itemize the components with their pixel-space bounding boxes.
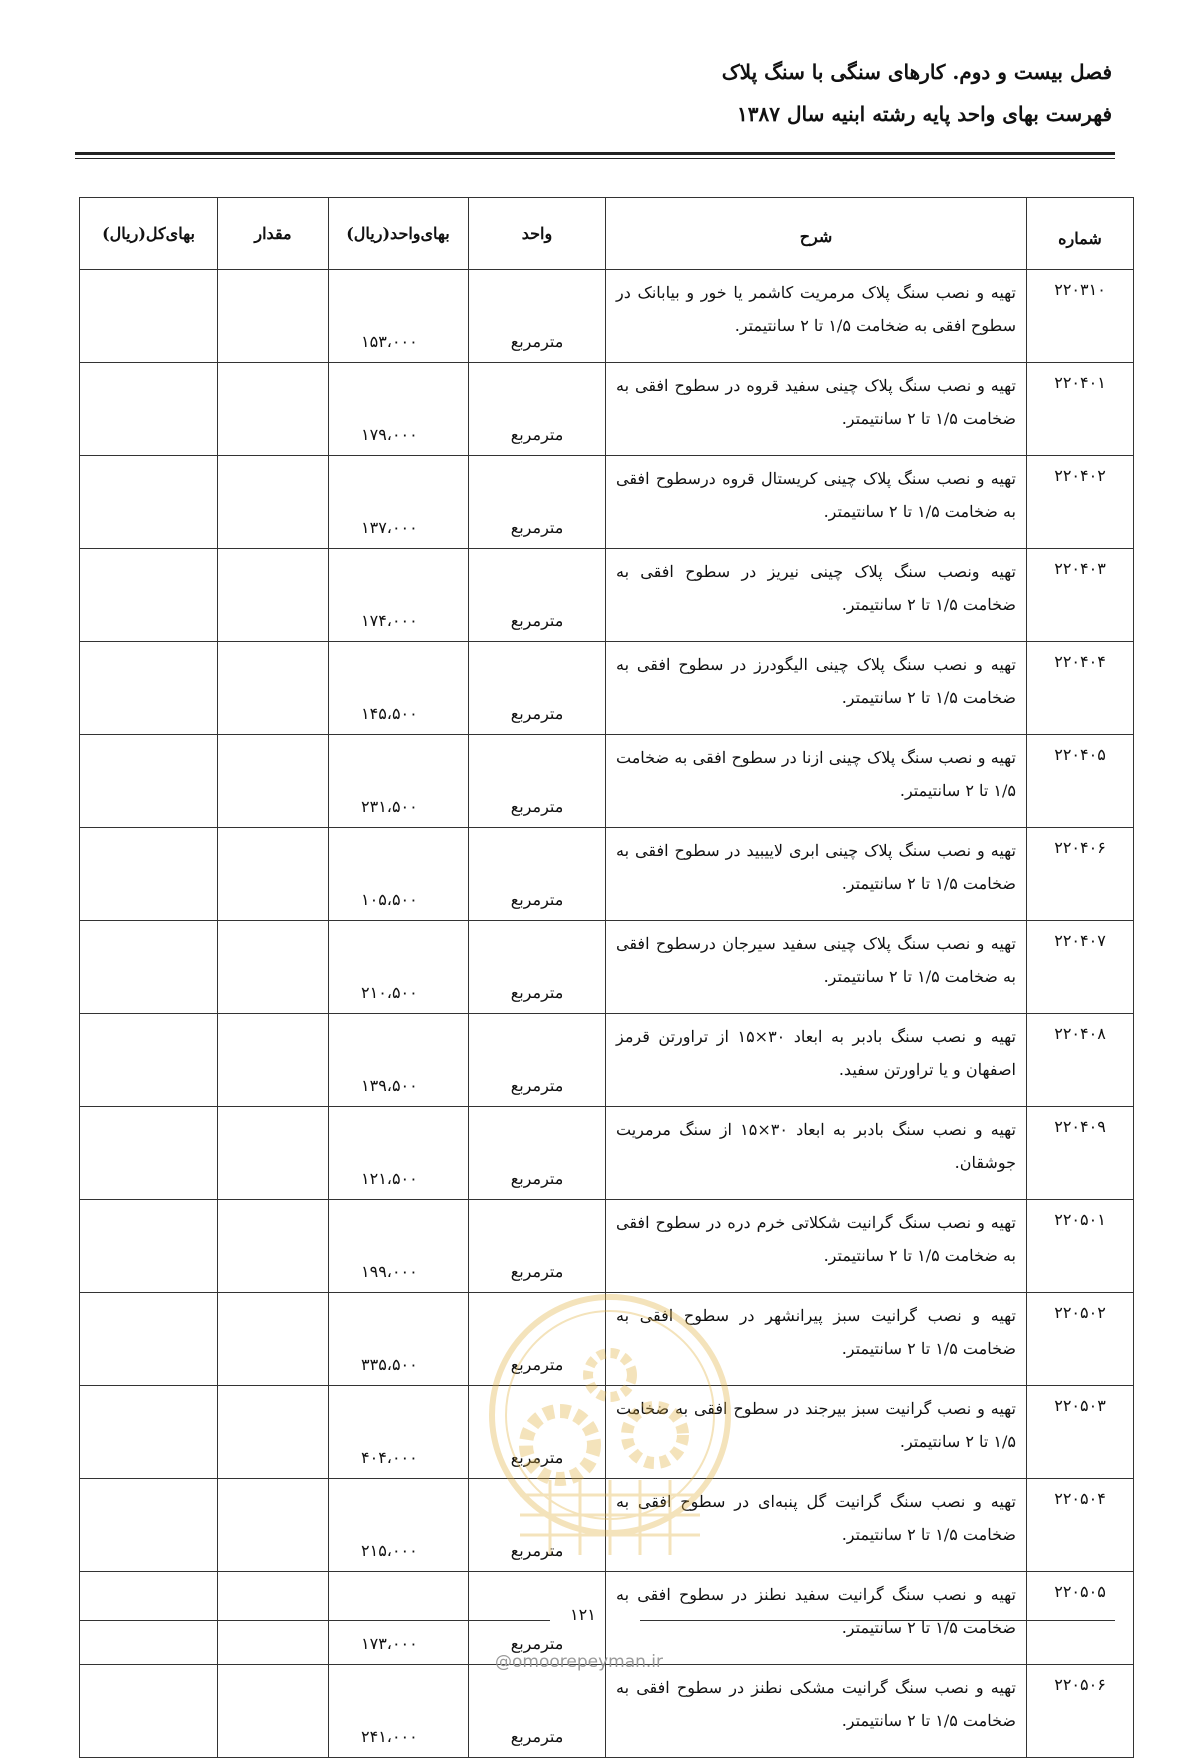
item-unit-price: ۲۳۱،۵۰۰ (361, 797, 418, 816)
item-price-cell (329, 921, 469, 1014)
item-code: ۲۲۰۴۰۵ (1027, 735, 1134, 828)
item-quantity (218, 270, 329, 363)
item-code: ۲۲۰۳۱۰ (1027, 270, 1134, 363)
item-code: ۲۲۰۵۰۴ (1027, 1479, 1134, 1572)
item-code: ۲۲۰۵۰۱ (1027, 1200, 1134, 1293)
item-unit: مترمربع (510, 1541, 564, 1560)
item-price-cell (329, 270, 469, 363)
header-code: شماره (1027, 198, 1134, 270)
watermark-seal (480, 1265, 740, 1605)
table-row (80, 456, 1134, 549)
item-description: تهیه و نصب سنگ پلاک چینی الیگودرز در سطوح افقی به ضخامت ۱/۵ تا ۲ سانتیمتر. (606, 642, 1027, 735)
item-total-price (80, 921, 218, 1014)
item-price-cell (329, 456, 469, 549)
item-unit: مترمربع (510, 1355, 564, 1374)
table-row (80, 549, 1134, 642)
item-unit-price: ۱۰۵،۵۰۰ (361, 890, 418, 909)
item-unit: مترمربع (510, 1727, 564, 1746)
item-unit-price: ۲۱۵،۰۰۰ (361, 1541, 418, 1560)
item-code: ۲۲۰۴۰۸ (1027, 1014, 1134, 1107)
item-total-price (80, 456, 218, 549)
header-rule-thin (75, 158, 1115, 159)
item-unit: مترمربع (510, 1448, 564, 1467)
item-unit-cell (469, 456, 606, 549)
item-code: ۲۲۰۴۰۶ (1027, 828, 1134, 921)
item-unit: مترمربع (510, 1169, 564, 1188)
item-unit: مترمربع (510, 1262, 564, 1281)
item-unit-price: ۴۰۴،۰۰۰ (361, 1448, 418, 1467)
item-description: تهیه و نصب سنگ پلاک مرمریت کاشمر یا خور و بیابانک در سطوح افقی به ضخامت ۱/۵ تا ۲ سانتیمتر. (606, 270, 1027, 363)
item-quantity (218, 1665, 329, 1758)
table-row (80, 1107, 1134, 1200)
item-unit: مترمربع (510, 704, 564, 723)
item-total-price (80, 1665, 218, 1758)
item-description: تهیه و نصب سنگ گرانیت سفید نطنز در سطوح افقی به ضخامت ۱/۵ تا ۲ سانتیمتر. (606, 1572, 1027, 1665)
gear-seal-icon (480, 1265, 740, 1605)
item-description: تهیه ونصب سنگ پلاک چینی نیریز در سطوح افقی به ضخامت ۱/۵ تا ۲ سانتیمتر. (606, 549, 1027, 642)
item-total-price (80, 270, 218, 363)
item-total-price (80, 1014, 218, 1107)
item-price-cell (329, 1107, 469, 1200)
page-number: ۱۲۱ (570, 1605, 596, 1624)
table-row (80, 1665, 1134, 1758)
item-price-cell (329, 1386, 469, 1479)
item-unit-price: ۲۴۱،۰۰۰ (361, 1727, 418, 1746)
item-code: ۲۲۰۵۰۳ (1027, 1386, 1134, 1479)
item-price-cell (329, 1479, 469, 1572)
header-desc: شرح (606, 198, 1027, 270)
item-price-cell (329, 1572, 469, 1665)
item-price-cell (329, 363, 469, 456)
item-unit: مترمربع (510, 332, 564, 351)
item-unit-cell (469, 363, 606, 456)
item-description: تهیه و نصب سنگ پلاک چینی سفید سیرجان درسطوح افقی به ضخامت ۱/۵ تا ۲ سانتیمتر. (606, 921, 1027, 1014)
item-quantity (218, 1479, 329, 1572)
item-unit-cell (469, 1107, 606, 1200)
item-unit-price: ۱۷۹،۰۰۰ (361, 425, 418, 444)
item-code: ۲۲۰۴۰۹ (1027, 1107, 1134, 1200)
item-unit-price: ۱۲۱،۵۰۰ (361, 1169, 418, 1188)
item-unit: مترمربع (510, 890, 564, 909)
item-unit-cell (469, 921, 606, 1014)
item-unit-cell (469, 1014, 606, 1107)
item-price-cell (329, 828, 469, 921)
item-unit-cell (469, 1665, 606, 1758)
item-unit: مترمربع (510, 797, 564, 816)
item-quantity (218, 1200, 329, 1293)
item-unit-price: ۱۴۵،۵۰۰ (361, 704, 418, 723)
item-code: ۲۲۰۴۰۴ (1027, 642, 1134, 735)
item-quantity (218, 921, 329, 1014)
item-unit: مترمربع (510, 1076, 564, 1095)
site-credit: @omoorepeyman.ir (495, 1652, 664, 1672)
item-quantity (218, 735, 329, 828)
item-unit-price: ۱۷۳،۰۰۰ (361, 1634, 418, 1653)
item-quantity (218, 642, 329, 735)
item-price-cell (329, 1293, 469, 1386)
item-unit-price: ۱۹۹،۰۰۰ (361, 1262, 418, 1281)
item-description: تهیه و نصب سنگ بادبر به ابعاد ۳۰×۱۵ از سنگ مرمریت جوشقان. (606, 1107, 1027, 1200)
item-total-price (80, 642, 218, 735)
item-quantity (218, 456, 329, 549)
item-quantity (218, 1386, 329, 1479)
item-description: تهیه و نصب سنگ پلاک چینی ازنا در سطوح افقی به ضخامت ۱/۵ تا ۲ سانتیمتر. (606, 735, 1027, 828)
table-row (80, 642, 1134, 735)
item-total-price (80, 1293, 218, 1386)
table-row (80, 1014, 1134, 1107)
item-code: ۲۲۰۴۰۷ (1027, 921, 1134, 1014)
item-description: تهیه و نصب سنگ گرانیت شکلاتی خرم دره در سطوح افقی به ضخامت ۱/۵ تا ۲ سانتیمتر. (606, 1200, 1027, 1293)
table-row (80, 921, 1134, 1014)
item-code: ۲۲۰۴۰۳ (1027, 549, 1134, 642)
page-header (722, 60, 1112, 126)
table-row (80, 828, 1134, 921)
chapter-title: فصل بیست و دوم. کارهای سنگی با سنگ پلاک (721, 60, 1112, 84)
item-total-price (80, 735, 218, 828)
header-total-price: بهای‌کل(ریال) (80, 198, 218, 270)
header-unit: واحد (469, 198, 606, 270)
item-description: تهیه و نصب سنگ گرانیت مشکی نطنز در سطوح افقی به ضخامت ۱/۵ تا ۲ سانتیمتر. (606, 1665, 1027, 1758)
item-total-price (80, 1479, 218, 1572)
item-unit-price: ۳۳۵،۵۰۰ (361, 1355, 418, 1374)
item-unit: مترمربع (510, 983, 564, 1002)
item-description: تهیه و نصب سنگ گرانیت گل پنبه‌ای در سطوح افقی به ضخامت ۱/۵ تا ۲ سانتیمتر. (606, 1479, 1027, 1572)
item-quantity (218, 1014, 329, 1107)
item-quantity (218, 363, 329, 456)
item-price-cell (329, 735, 469, 828)
item-total-price (80, 828, 218, 921)
item-quantity (218, 1107, 329, 1200)
header-unit-price: بهای‌واحد(ریال) (329, 198, 469, 270)
item-unit-cell (469, 270, 606, 363)
item-total-price (80, 1107, 218, 1200)
item-unit-cell (469, 642, 606, 735)
item-unit-price: ۱۷۴،۰۰۰ (361, 611, 418, 630)
item-unit-price: ۱۵۳،۰۰۰ (361, 332, 418, 351)
item-description: تهیه و نصب سنگ پلاک چینی کریستال قروه درسطوح افقی به ضخامت ۱/۵ تا ۲ سانتیمتر. (606, 456, 1027, 549)
price-list-title: فهرست بهای واحد پایه رشته ابنیه سال ۱۳۸۷ (737, 102, 1112, 126)
item-price-cell (329, 1665, 469, 1758)
item-unit-price: ۱۳۷،۰۰۰ (361, 518, 418, 537)
item-quantity (218, 1572, 329, 1665)
item-unit-price: ۱۳۹،۵۰۰ (361, 1076, 418, 1095)
table-row (80, 735, 1134, 828)
item-quantity (218, 1293, 329, 1386)
header-quantity: مقدار (218, 198, 329, 270)
item-price-cell (329, 549, 469, 642)
item-unit-cell (469, 828, 606, 921)
item-unit-cell (469, 549, 606, 642)
item-description: تهیه و نصب سنگ پلاک چینی ابری لاییبید در سطوح افقی به ضخامت ۱/۵ تا ۲ سانتیمتر. (606, 828, 1027, 921)
item-code: ۲۲۰۵۰۶ (1027, 1665, 1134, 1758)
footer-rule-left (80, 1620, 550, 1621)
item-price-cell (329, 1014, 469, 1107)
table-header-row (80, 198, 1134, 270)
item-unit-cell (469, 735, 606, 828)
item-description: تهیه و نصب سنگ بادبر به ابعاد ۳۰×۱۵ از تراورتن قرمز اصفهان و یا تراورتن سفید. (606, 1014, 1027, 1107)
table-row (80, 270, 1134, 363)
header-rule-thick (75, 152, 1115, 155)
item-price-cell (329, 1200, 469, 1293)
item-description: تهیه و نصب سنگ پلاک چینی سفید قروه در سطوح افقی به ضخامت ۱/۵ تا ۲ سانتیمتر. (606, 363, 1027, 456)
item-total-price (80, 363, 218, 456)
item-unit: مترمربع (510, 425, 564, 444)
item-description: تهیه و نصب گرانیت سبز بیرجند در سطوح افقی به ضخامت ۱/۵ تا ۲ سانتیمتر. (606, 1386, 1027, 1479)
item-price-cell (329, 642, 469, 735)
item-unit: مترمربع (510, 1634, 564, 1653)
item-code: ۲۲۰۴۰۲ (1027, 456, 1134, 549)
item-code: ۲۲۰۵۰۲ (1027, 1293, 1134, 1386)
footer-rule-right (640, 1620, 1115, 1621)
item-total-price (80, 1572, 218, 1665)
item-total-price (80, 1386, 218, 1479)
item-code: ۲۲۰۴۰۱ (1027, 363, 1134, 456)
item-description: تهیه و نصب گرانیت سبز پیرانشهر در سطوح افقی به ضخامت ۱/۵ تا ۲ سانتیمتر. (606, 1293, 1027, 1386)
item-code: ۲۲۰۵۰۵ (1027, 1572, 1134, 1665)
item-total-price (80, 1200, 218, 1293)
item-unit: مترمربع (510, 611, 564, 630)
item-unit-price: ۲۱۰،۵۰۰ (361, 983, 418, 1002)
item-unit: مترمربع (510, 518, 564, 537)
item-quantity (218, 828, 329, 921)
item-quantity (218, 549, 329, 642)
table-row (80, 363, 1134, 456)
item-total-price (80, 549, 218, 642)
